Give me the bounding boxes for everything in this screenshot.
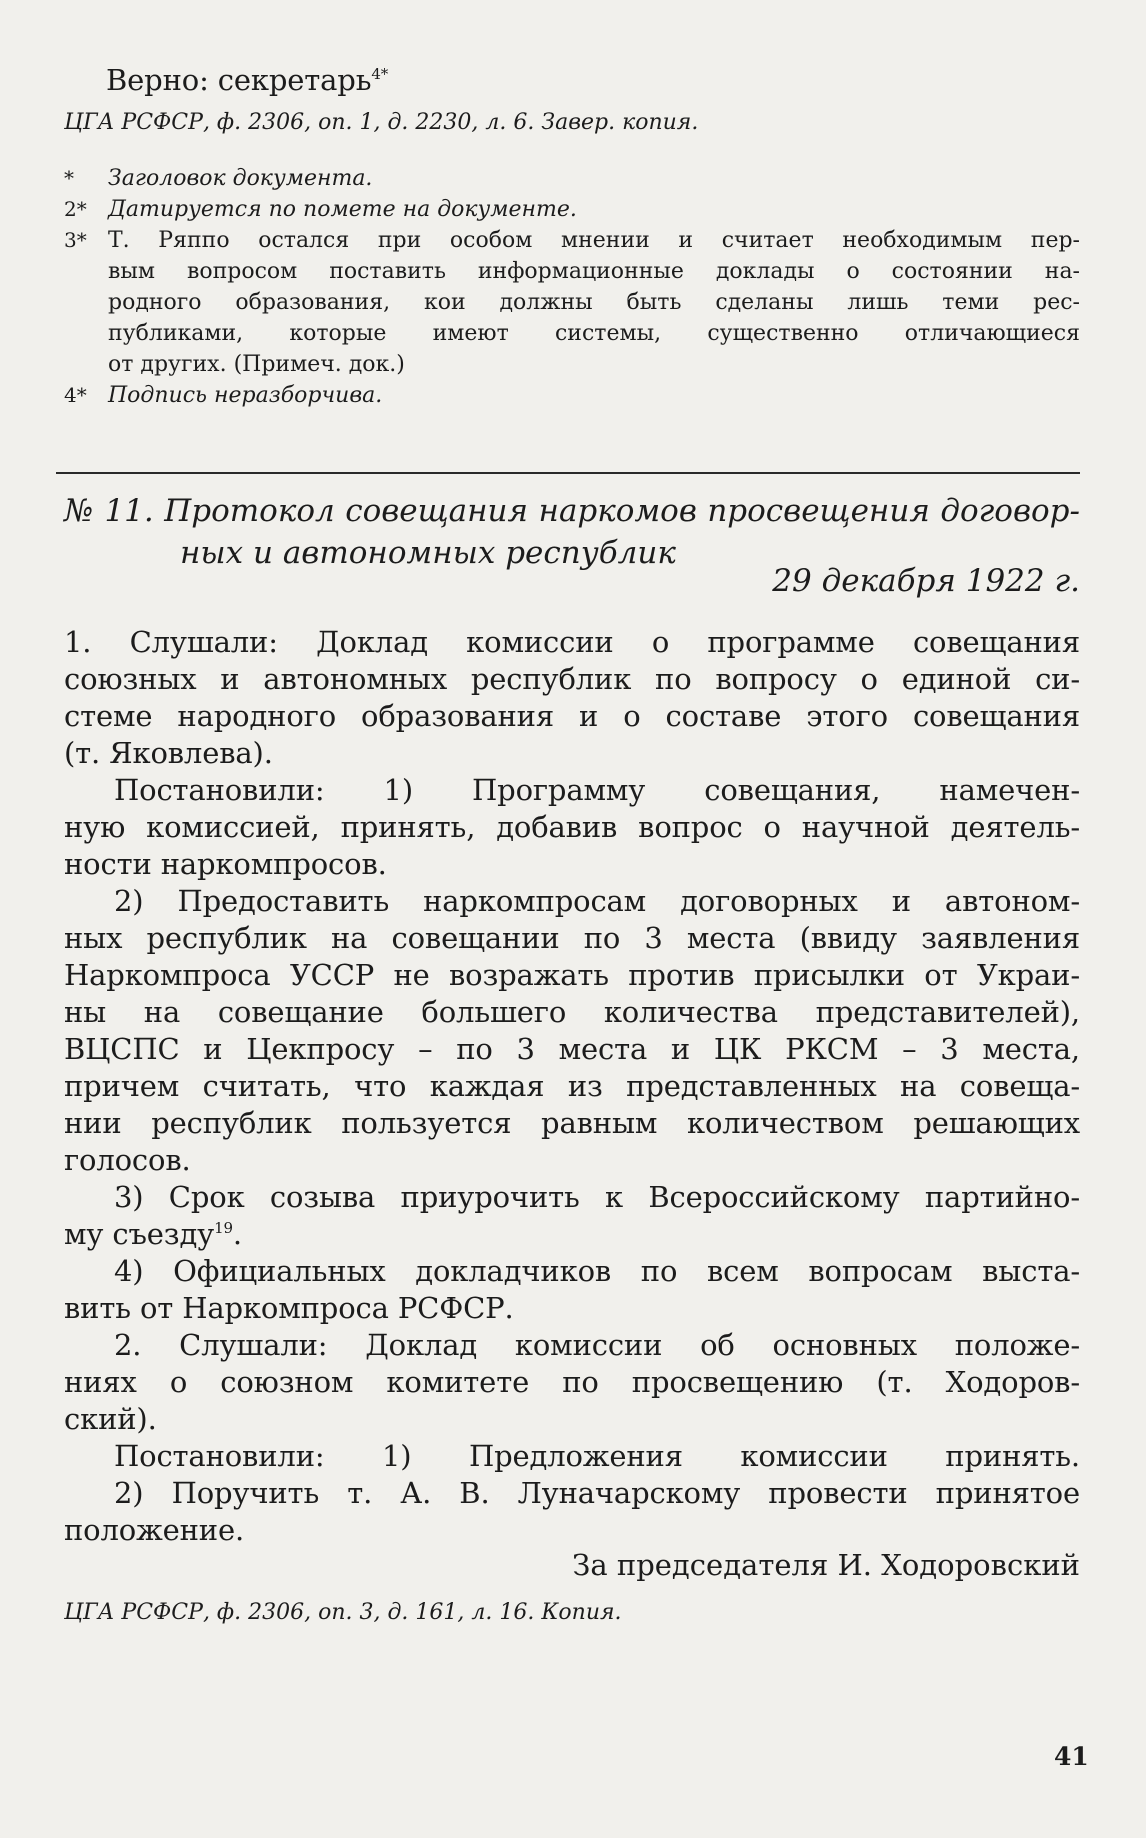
body-line: Постановили: 1) Программу совещания, намечен- (114, 773, 1080, 807)
footnote-text: родного образования, кои должны быть сделаны лишь теми рес- (108, 290, 1080, 315)
footnote-text: вым вопросом поставить информационные доклады о состоянии на- (108, 259, 1080, 284)
body-line: 2) Поручить т. А. В. Луначарскому провести принятое (114, 1476, 1080, 1510)
signature-line: За председателя И. Ходоровский (572, 1548, 1080, 1582)
archive-reference-top: ЦГА РСФСР, ф. 2306, оп. 1, д. 2230, л. 6. Завер. копия. (64, 110, 699, 135)
footnote-text: Подпись неразборчива. (108, 383, 383, 408)
body-line: ности наркомпросов. (64, 847, 387, 881)
certification-line (106, 62, 1122, 99)
title-line: № 11. Протокол совещания наркомов просвещения договор- (64, 493, 1080, 529)
footnote-text: от других. (Примеч. док.) (108, 352, 405, 377)
footnote-text: Т. Ряппо остался при особом мнении и считает необходимым пер- (108, 228, 1080, 253)
footnote-text: Датируется по помете на документе. (108, 197, 577, 222)
body-line: положение. (64, 1513, 245, 1547)
footnotes (64, 163, 1080, 411)
body-line: 2) Предоставить наркомпросам договорных и автоном- (114, 884, 1080, 918)
footnote-text: Заголовок документа. (108, 166, 373, 191)
body-line: 1. Слушали: Доклад комиссии о программе совещания (64, 625, 1080, 659)
footnote-mark: 4* (64, 383, 87, 407)
body-line: Постановили: 1) Предложения комиссии принять. (114, 1439, 1080, 1473)
archive-reference-bottom: ЦГА РСФСР, ф. 2306, оп. 3, д. 161, л. 16. Копия. (64, 1600, 622, 1625)
title-line: ных и автономных республик (180, 535, 676, 571)
body-line: нии республик пользуется равным количеством решающих (64, 1106, 1080, 1140)
certification-label: Верно: секретарь (106, 63, 372, 97)
footnote-mark: * (64, 166, 74, 190)
body-line: ны на совещание большего количества представителей), (64, 995, 1080, 1029)
body-line: (т. Яковлева). (64, 736, 273, 770)
footnote-text: публиками, которые имеют системы, существенно отличающиеся (108, 321, 1080, 346)
body-line: союзных и автономных республик по вопросу о единой си- (64, 662, 1080, 696)
body-line: 2. Слушали: Доклад комиссии об основных положе- (114, 1328, 1080, 1362)
footnote-4 (64, 380, 1080, 411)
body-text: . (232, 1217, 242, 1251)
body-line: ВЦСПС и Цекпросу – по 3 места и ЦК РКСМ – 3 места, (64, 1032, 1080, 1066)
body-line: ную комиссией, принять, добавив вопрос о научной деятель- (64, 810, 1080, 844)
footnote-mark: 3* (64, 228, 87, 252)
footnote-1 (64, 163, 1080, 194)
footnote-2 (64, 194, 1080, 225)
body-line: ский). (64, 1402, 157, 1436)
footnote-mark: 4* (371, 65, 389, 83)
body-line: голосов. (64, 1143, 191, 1177)
footnote-mark: 2* (64, 197, 87, 221)
document-body (64, 624, 1080, 1549)
body-line: 3) Срок созыва приурочить к Всероссийскому партийно- (114, 1180, 1080, 1214)
body-line: 4) Официальных докладчиков по всем вопросам выста- (114, 1254, 1080, 1288)
body-text: му съезду (64, 1217, 215, 1251)
endnote-mark: 19 (214, 1219, 233, 1237)
section-divider (56, 472, 1080, 474)
document-date: 29 декабря 1922 г. (772, 563, 1080, 599)
body-line (64, 1216, 1080, 1253)
footnote-3 (64, 225, 1080, 380)
body-line: Наркомпроса УССР не возражать против присылки от Украи- (64, 958, 1080, 992)
body-line: ниях о союзном комитете по просвещению (т. Ходоров- (64, 1365, 1080, 1399)
body-line: ных республик на совещании по 3 места (ввиду заявления (64, 921, 1080, 955)
body-line: стеме народного образования и о составе этого совещания (64, 699, 1080, 733)
body-line: вить от Наркомпроса РСФСР. (64, 1291, 514, 1325)
page-number: 41 (1054, 1742, 1089, 1771)
body-line: причем считать, что каждая из представленных на совеща- (64, 1069, 1080, 1103)
